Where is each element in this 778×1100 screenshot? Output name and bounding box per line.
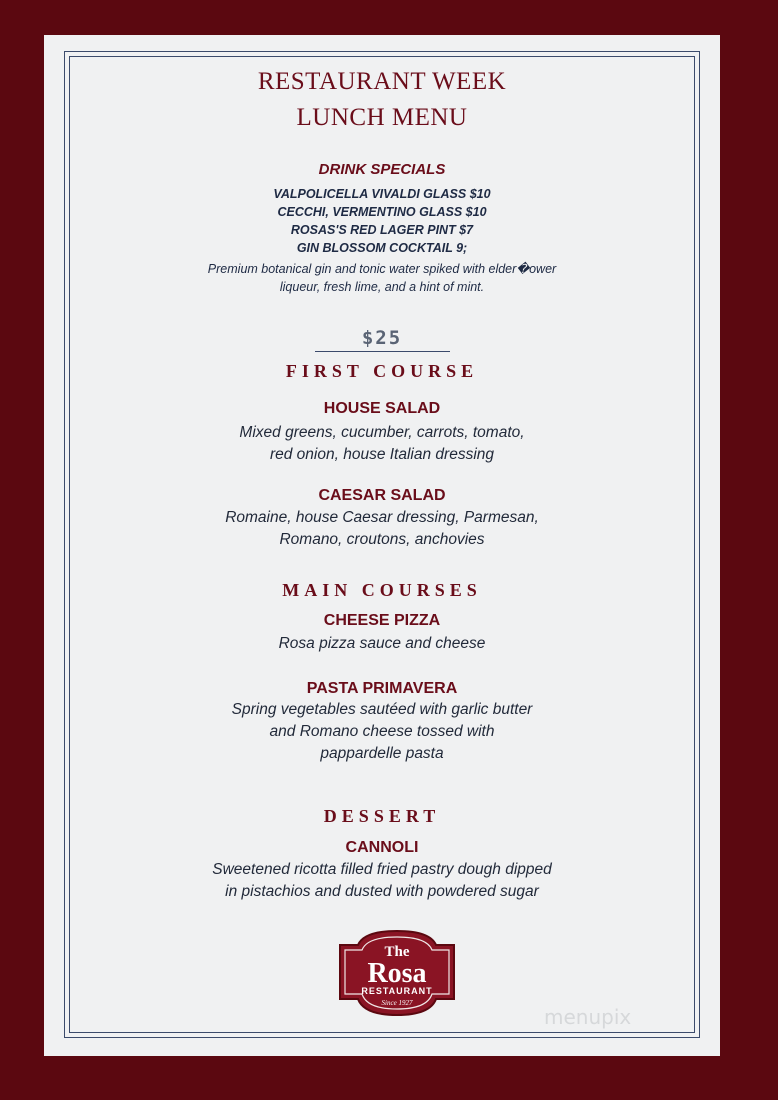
drink-item: GIN BLOSSOM COCKTAIL 9; bbox=[296, 241, 468, 255]
dish-name: PASTA PRIMAVERA bbox=[306, 680, 458, 697]
dish-name: HOUSE SALAD bbox=[323, 400, 441, 417]
dish-description: pappardelle pasta bbox=[320, 745, 444, 762]
dish-description: Spring vegetables sautéed with garlic butter bbox=[231, 701, 533, 718]
dish-name: CANNOLI bbox=[345, 839, 419, 856]
drink-specials-heading: DRINK SPECIALS bbox=[318, 161, 446, 178]
logo-badge bbox=[334, 927, 460, 1019]
dish-description: in pistachios and dusted with powdered sugar bbox=[225, 883, 539, 900]
menu-price: $25 bbox=[361, 327, 403, 349]
drink-description: liqueur, fresh lime, and a hint of mint. bbox=[279, 280, 485, 294]
logo-the: The bbox=[384, 944, 410, 960]
dish-description: Mixed greens, cucumber, carrots, tomato, bbox=[239, 424, 525, 441]
dish-description: Sweetened ricotta filled fried pastry dough dipped bbox=[212, 861, 552, 878]
first-course-heading: FIRST COURSE bbox=[285, 361, 479, 381]
drink-item: CECCHI, VERMENTINO GLASS $10 bbox=[277, 205, 487, 219]
dessert-heading: DESSERT bbox=[323, 806, 441, 826]
logo-sub: RESTAURANT bbox=[361, 986, 433, 996]
logo-name: Rosa bbox=[367, 958, 427, 989]
dish-description: Romaine, house Caesar dressing, Parmesan, bbox=[225, 509, 539, 526]
dish-name: CHEESE PIZZA bbox=[323, 612, 441, 629]
menu-title-line2: LUNCH MENU bbox=[296, 104, 468, 131]
drink-item: ROSAS'S RED LAGER PINT $7 bbox=[290, 223, 474, 237]
dish-description: red onion, house Italian dressing bbox=[269, 446, 495, 463]
dish-description: and Romano cheese tossed with bbox=[269, 723, 495, 740]
dish-description: Rosa pizza sauce and cheese bbox=[278, 635, 486, 652]
drink-item: VALPOLICELLA VIVALDI GLASS $10 bbox=[273, 187, 491, 201]
drink-description: Premium botanical gin and tonic water spiked with elder�ower bbox=[207, 262, 557, 276]
menu-page bbox=[44, 35, 720, 1056]
price-divider bbox=[315, 351, 450, 352]
main-courses-heading: MAIN COURSES bbox=[282, 580, 482, 600]
rosa-restaurant-logo bbox=[334, 927, 460, 1019]
dish-description: Romano, croutons, anchovies bbox=[279, 531, 485, 548]
menu-title-line1: RESTAURANT WEEK bbox=[257, 68, 507, 95]
menupix-watermark: menupix bbox=[544, 1005, 632, 1029]
dish-name: CAESAR SALAD bbox=[318, 487, 446, 504]
logo-since: Since 1927 bbox=[381, 999, 413, 1007]
